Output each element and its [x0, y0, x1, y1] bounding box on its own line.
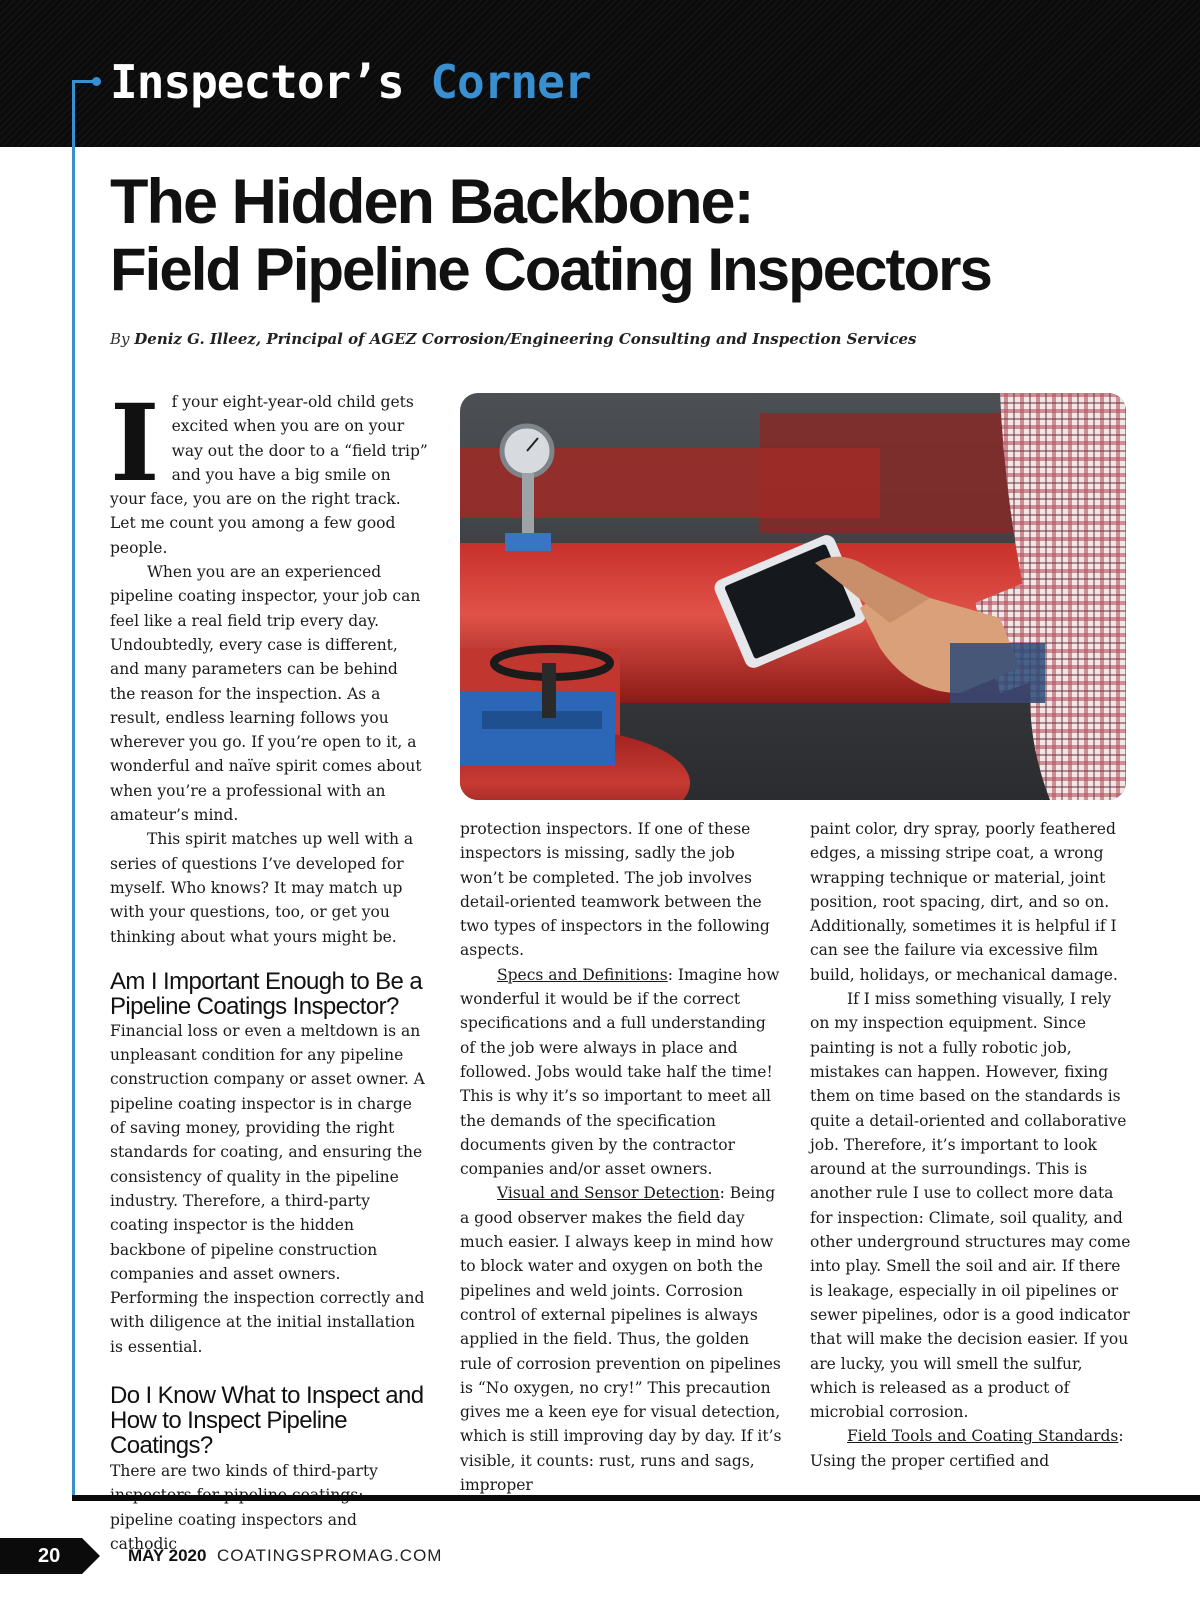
article-subheadline: Field Pipeline Coating Inspectors [110, 236, 991, 303]
body-text: : Using the proper certified and [810, 1427, 1124, 1470]
accent-dot [92, 77, 101, 86]
body-paragraph [810, 1424, 1132, 1473]
inline-heading-visual: Visual and Sensor Detection [497, 1184, 720, 1203]
intro-text: f your eight-year-old child gets excited when you are on your way out the door to a “field trip” and you have a big smile on your face, you are on the right track. Let me count you among a few good people. [110, 393, 428, 557]
page-number: 20 [38, 1545, 61, 1567]
article-byline [110, 328, 1110, 350]
subheading-importance: Am I Important Enough to Be a Pipeline Coatings Inspector? [110, 967, 423, 1020]
subheading-what-to-inspect: Do I Know What to Inspect and How to Inspect Pipeline Coatings? [110, 1381, 424, 1459]
bottom-rule [72, 1495, 1200, 1501]
inline-heading-specs: Specs and Definitions [497, 965, 668, 984]
article-column-2 [460, 817, 782, 1497]
byline-author: Deniz G. Illeez, Principal of AGEZ Corrosion/Engineering Consulting and Inspection Services [134, 330, 917, 348]
body-paragraph: If I miss something visually, I rely on my inspection equipment. Since painting is not a fully robotic job, mistakes can happen. However, fixing them on time based on the standards is quite a detail-oriented and collaborative job. Therefore, it’s important to look around at the surroundings. This is another rule I use to collect more data for inspection: Climate, soil quality, and other underground structures may come into play. Smell the soil and air. If there is leakage, especially in oil pipelines or sewer pipelines, odor is a good indicator that will make the decision easier. If you are lucky, you will smell the sulfur, which is released as a product of microbial corrosion. [810, 990, 1131, 1422]
body-paragraph: paint color, dry spray, poorly feathered edges, a missing stripe coat, a wrong wrapping technique or material, joint position, root spacing, dirt, and so on. Additionally, sometimes it is helpful if I can see the failure via excessive film build, holidays, or mechanical damage. [810, 820, 1118, 984]
section-title-prefix: Inspector’s [110, 55, 404, 109]
article-column-3 [810, 817, 1132, 1473]
inline-heading-field-tools: Field Tools and Coating Standards [847, 1427, 1119, 1446]
photo-illustration [460, 393, 1126, 800]
body-paragraph [460, 963, 782, 1182]
byline-prefix: By [110, 330, 130, 348]
body-paragraph [460, 1181, 782, 1497]
body-paragraph: Financial loss or even a meltdown is an unpleasant condition for any pipeline construction company or asset owner. A pipeline coating inspector is in charge of saving money, providing the right standards for coating, and ensuring the consistency of quality in the pipeline industry. Therefore, a third-party coating inspector is the hidden backbone of pipeline construction companies and asset owners. Performing the inspection correctly and with diligence at the initial installation is essential. [110, 1021, 425, 1356]
body-text: : Imagine how wonderful it would be if the correct specifications and a full understanding of the job were always in place and followed. Jobs would take half the time! This is why it’s so important to meet all the demands of the specification documents given by the contractor companies and/or asset owners. [460, 965, 780, 1179]
accent-line [72, 80, 75, 1500]
body-paragraph: There are two kinds of third-party pipeline coating inspectors and cathodic [110, 1461, 378, 1553]
section-title [110, 52, 591, 112]
issue-date: MAY 2020 [128, 1546, 207, 1565]
site-url: COATINGSPROMAG.COM [217, 1546, 443, 1565]
body-paragraph: protection inspectors. If one of these inspectors is missing, sadly the job won’t be completed. The job involves detail-oriented teamwork between the two types of inspectors in the following aspects. [460, 820, 770, 960]
section-title-accent: Corner [430, 55, 591, 109]
article-headline: The Hidden Backbone: [110, 167, 753, 237]
intro-paragraph [110, 380, 428, 560]
body-text: : Being a good observer makes the field day much easier. I always keep in mind how to block water and oxygen on both the pipelines and weld joints. Corrosion control of external pipelines is always applied in the field. Thus, the golden rule of corrosion prevention on pipelines is “No oxygen, no cry!” This precaution gives me a keen eye for visual detection, which is still improving day by day. If it’s visible, it counts: rust, runs and sags, improper [460, 1184, 782, 1495]
body-paragraph: This spirit matches up well with a series of questions I’ve developed for myself. Who knows? It may match up with your questions, too, or get you thinking about what yours might be. [110, 830, 414, 946]
drop-cap: I [110, 380, 160, 505]
body-paragraph: When you are an experienced pipeline coating inspector, your job can feel like a real field trip every day. Undoubtedly, every case is different, and many parameters can be behind the reason for the inspection. As a result, endless learning follows you wherever you go. If you’re open to it, a wonderful and naïve spirit comes about when you’re a professional with an amateur’s mind. [110, 563, 422, 825]
article-column-1 [110, 380, 428, 1556]
article-photo [460, 393, 1126, 800]
